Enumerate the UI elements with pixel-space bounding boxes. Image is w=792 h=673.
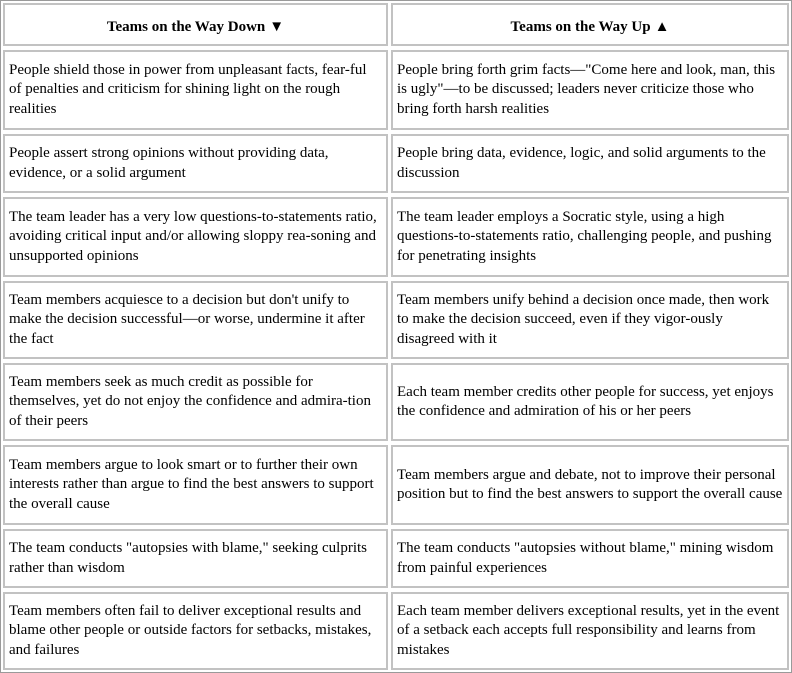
- table-row: [1, 361, 791, 443]
- cell-way-down: [3, 529, 388, 588]
- cell-way-up: [391, 281, 789, 359]
- cell-text: The team leader has a very low questions-to-statements ratio, avoiding critical input and/or allowing sloppy rea-soning and unsupported opinions: [9, 208, 377, 264]
- cell-way-up: [391, 197, 789, 277]
- cell-text: People assert strong opinions without providing data, evidence, or a solid argument: [9, 145, 329, 181]
- cell-text: People bring data, evidence, logic, and solid arguments to the discussion: [397, 145, 766, 181]
- table-row: [1, 48, 791, 132]
- cell-text: Team members argue and debate, not to improve their personal position but to find the best answers to support the overall cause: [397, 466, 783, 502]
- cell-way-down: [3, 592, 388, 670]
- cell-text: People shield those in power from unpleasant facts, fear-ful of penalties and criticism for shining light on the rough realities: [9, 61, 367, 117]
- cell-text: People bring forth grim facts—"Come here and look, man, this is ugly"—to be discussed; leaders never criticize those who bring forth harsh realities: [397, 61, 776, 117]
- header-row: [1, 1, 791, 48]
- cell-text: The team conducts "autopsies with blame," seeking culprits rather than wisdom: [9, 540, 367, 576]
- table-row: [1, 527, 791, 590]
- cell-text: Team members often fail to deliver exceptional results and blame other people or outside factors for setbacks, mistakes, and failures: [9, 602, 372, 658]
- table-row: [1, 590, 791, 672]
- down-arrow-icon: ▼: [269, 18, 285, 35]
- cell-way-down: [3, 445, 388, 525]
- cell-way-down: [3, 50, 388, 130]
- table-row: [1, 195, 791, 279]
- cell-text: Each team member credits other people for success, yet enjoys the confidence and admiration of his or her peers: [397, 383, 774, 419]
- cell-text: Team members unify behind a decision once made, then work to make the decision succeed, even if they vigor-ously disagreed with it: [397, 291, 770, 347]
- up-arrow-icon: ▲: [654, 18, 670, 35]
- cell-text: Team members acquiesce to a decision but don't unify to make the decision successful—or worse, undermine it after the fact: [9, 291, 365, 347]
- table-row: [1, 443, 791, 527]
- header-teams-down: [3, 3, 388, 46]
- cell-way-down: [3, 281, 388, 359]
- cell-text: The team leader employs a Socratic style, using a high questions-to-statements ratio, challenging people, and pushing for penetrating insights: [397, 208, 772, 264]
- cell-way-down: [3, 134, 388, 193]
- cell-way-up: [391, 445, 789, 525]
- cell-text: The team conducts "autopsies without blame," mining wisdom from painful experiences: [397, 540, 774, 576]
- header-teams-down-label: Teams on the Way Down: [106, 18, 266, 35]
- cell-way-up: [391, 592, 789, 670]
- header-teams-up-label: Teams on the Way Up: [510, 18, 651, 35]
- header-teams-up: [391, 3, 789, 46]
- table-row: [1, 279, 791, 361]
- cell-text: Team members argue to look smart or to further their own interests rather than argue to find the best answers to support the overall cause: [9, 456, 374, 512]
- cell-way-up: [391, 363, 789, 441]
- cell-way-up: [391, 50, 789, 130]
- cell-text: Team members seek as much credit as possible for themselves, yet do not enjoy the confidence and admira-tion of their peers: [9, 373, 371, 429]
- table-row: [1, 132, 791, 195]
- cell-way-up: [391, 134, 789, 193]
- cell-way-down: [3, 197, 388, 277]
- cell-way-up: [391, 529, 789, 588]
- cell-text: Each team member delivers exceptional results, yet in the event of a setback each accepts full responsibility and learns from mistakes: [397, 602, 780, 658]
- cell-way-down: [3, 363, 388, 441]
